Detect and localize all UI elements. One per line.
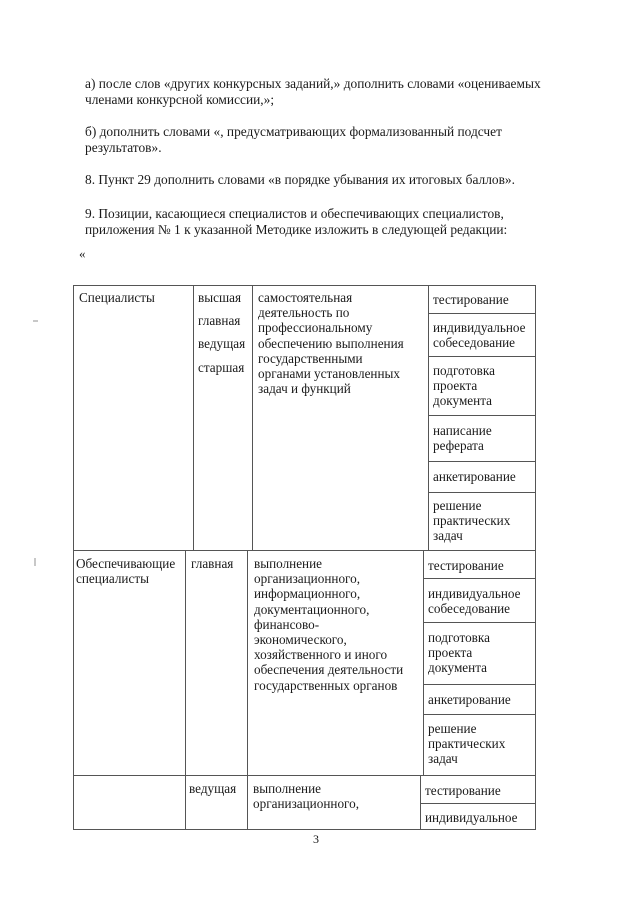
paragraph-line: результатов».: [85, 140, 162, 155]
description-line: самостоятельная: [258, 290, 353, 305]
method-testing: [425, 783, 501, 798]
paragraph-line: 9. Позиции, касающиеся специалистов и обеспечивающих специалистов,: [85, 206, 504, 221]
description-line: выполнение: [254, 556, 323, 571]
column-divider: [423, 550, 424, 775]
method-line: реферата: [433, 438, 484, 454]
method-line: проекта: [433, 378, 478, 394]
method-line: индивидуальное: [433, 320, 526, 335]
paragraph-line: 8. Пункт 29 дополнить словами «в порядке убывания их итоговых баллов».: [85, 172, 515, 187]
method-essay: [433, 423, 492, 453]
table-border-right: [535, 285, 536, 830]
description-line: информационного,: [254, 586, 361, 602]
description-line: задач и функций: [258, 381, 351, 397]
method-line: тестирование: [428, 558, 504, 573]
description-line: организационного,: [253, 796, 360, 812]
method-line: собеседование: [428, 601, 511, 617]
paragraph-line: б) дополнить словами «, предусматривающих формализованный подсчет: [85, 124, 502, 139]
function-description: [253, 781, 359, 811]
method-divider: [423, 684, 536, 685]
method-line: задач: [433, 528, 463, 544]
function-description: [254, 556, 403, 693]
description-line: органами установленных: [258, 366, 400, 382]
method-testing: [433, 292, 509, 307]
description-line: выполнение: [253, 781, 322, 796]
method-divider: [428, 492, 536, 493]
method-line: проекта: [428, 645, 473, 661]
method-line: тестирование: [433, 292, 509, 307]
column-divider: [193, 285, 194, 550]
method-line: написание: [433, 423, 492, 438]
method-line: практических: [433, 513, 511, 529]
method-interview: [425, 810, 518, 825]
description-line: деятельность по: [258, 305, 350, 321]
page-number: 3: [313, 832, 319, 846]
method-line: индивидуальное: [428, 586, 521, 601]
paragraph-line: а) после слов «других конкурсных заданий,» дополнить словами «оцениваемых: [85, 76, 541, 91]
description-line: обеспечению выполнения: [258, 335, 404, 351]
description-line: государственными: [258, 350, 363, 366]
category-line: специалисты: [76, 571, 149, 587]
row-divider: [73, 775, 536, 776]
method-draft-document: [433, 363, 495, 409]
column-divider: [247, 550, 248, 830]
table-border-left: [73, 285, 74, 830]
method-line: документа: [433, 393, 492, 409]
grade-item: главная: [191, 556, 234, 571]
column-divider: [185, 550, 186, 830]
description-line: экономического,: [254, 632, 347, 648]
grade-item: главная: [198, 313, 241, 329]
method-line: решение: [433, 498, 482, 513]
method-line: подготовка: [428, 630, 490, 645]
method-line: индивидуальное: [425, 810, 518, 825]
description-line: государственных органов: [254, 677, 398, 693]
paragraph-line: членами конкурсной комиссии,»;: [85, 92, 275, 107]
method-line: тестирование: [425, 783, 501, 798]
row-divider: [73, 550, 536, 551]
method-line: практических: [428, 736, 506, 752]
method-questionnaire: [433, 469, 516, 484]
method-divider: [428, 356, 536, 357]
grade-item: ведущая: [189, 781, 237, 796]
method-divider: [428, 313, 536, 314]
method-divider: [428, 461, 536, 462]
opening-quote: «: [79, 246, 86, 261]
method-divider: [423, 714, 536, 715]
method-line: собеседование: [433, 335, 516, 351]
method-draft-document: [428, 630, 490, 676]
description-line: обеспечения деятельности: [254, 662, 404, 678]
description-line: профессиональному: [258, 320, 373, 336]
description-line: документационного,: [254, 601, 370, 617]
category-support-specialists: [76, 556, 175, 586]
method-line: анкетирование: [433, 469, 516, 484]
grade-item: ведущая: [198, 336, 246, 352]
column-divider: [428, 285, 429, 550]
category-specialists: Специалисты: [79, 290, 155, 305]
description-line: финансово-: [254, 616, 320, 632]
grade-list: [198, 290, 245, 383]
description-line: хозяйственного и иного: [254, 647, 388, 663]
method-line: решение: [428, 721, 477, 736]
grade-item: высшая: [198, 290, 242, 305]
table-border-top: [73, 285, 536, 286]
method-line: документа: [428, 660, 487, 676]
grade-item: старшая: [198, 359, 245, 375]
description-line: организационного,: [254, 571, 361, 587]
method-practical-tasks: [428, 721, 505, 767]
method-interview: [428, 586, 521, 616]
method-testing: [428, 558, 504, 573]
method-divider: [423, 622, 536, 623]
category-line: Обеспечивающие: [76, 556, 176, 571]
method-line: подготовка: [433, 363, 495, 378]
method-line: задач: [428, 751, 458, 767]
method-line: анкетирование: [428, 692, 511, 707]
function-description: [258, 290, 404, 396]
method-practical-tasks: [433, 498, 510, 544]
table-border-bottom: [73, 829, 536, 830]
paragraph-line: приложения № 1 к указанной Методике изложить в следующей редакции:: [85, 222, 508, 237]
method-divider: [428, 415, 536, 416]
method-questionnaire: [428, 692, 511, 707]
method-interview: [433, 320, 526, 350]
method-divider: [423, 578, 536, 579]
column-divider: [252, 285, 253, 550]
method-divider: [420, 803, 536, 804]
